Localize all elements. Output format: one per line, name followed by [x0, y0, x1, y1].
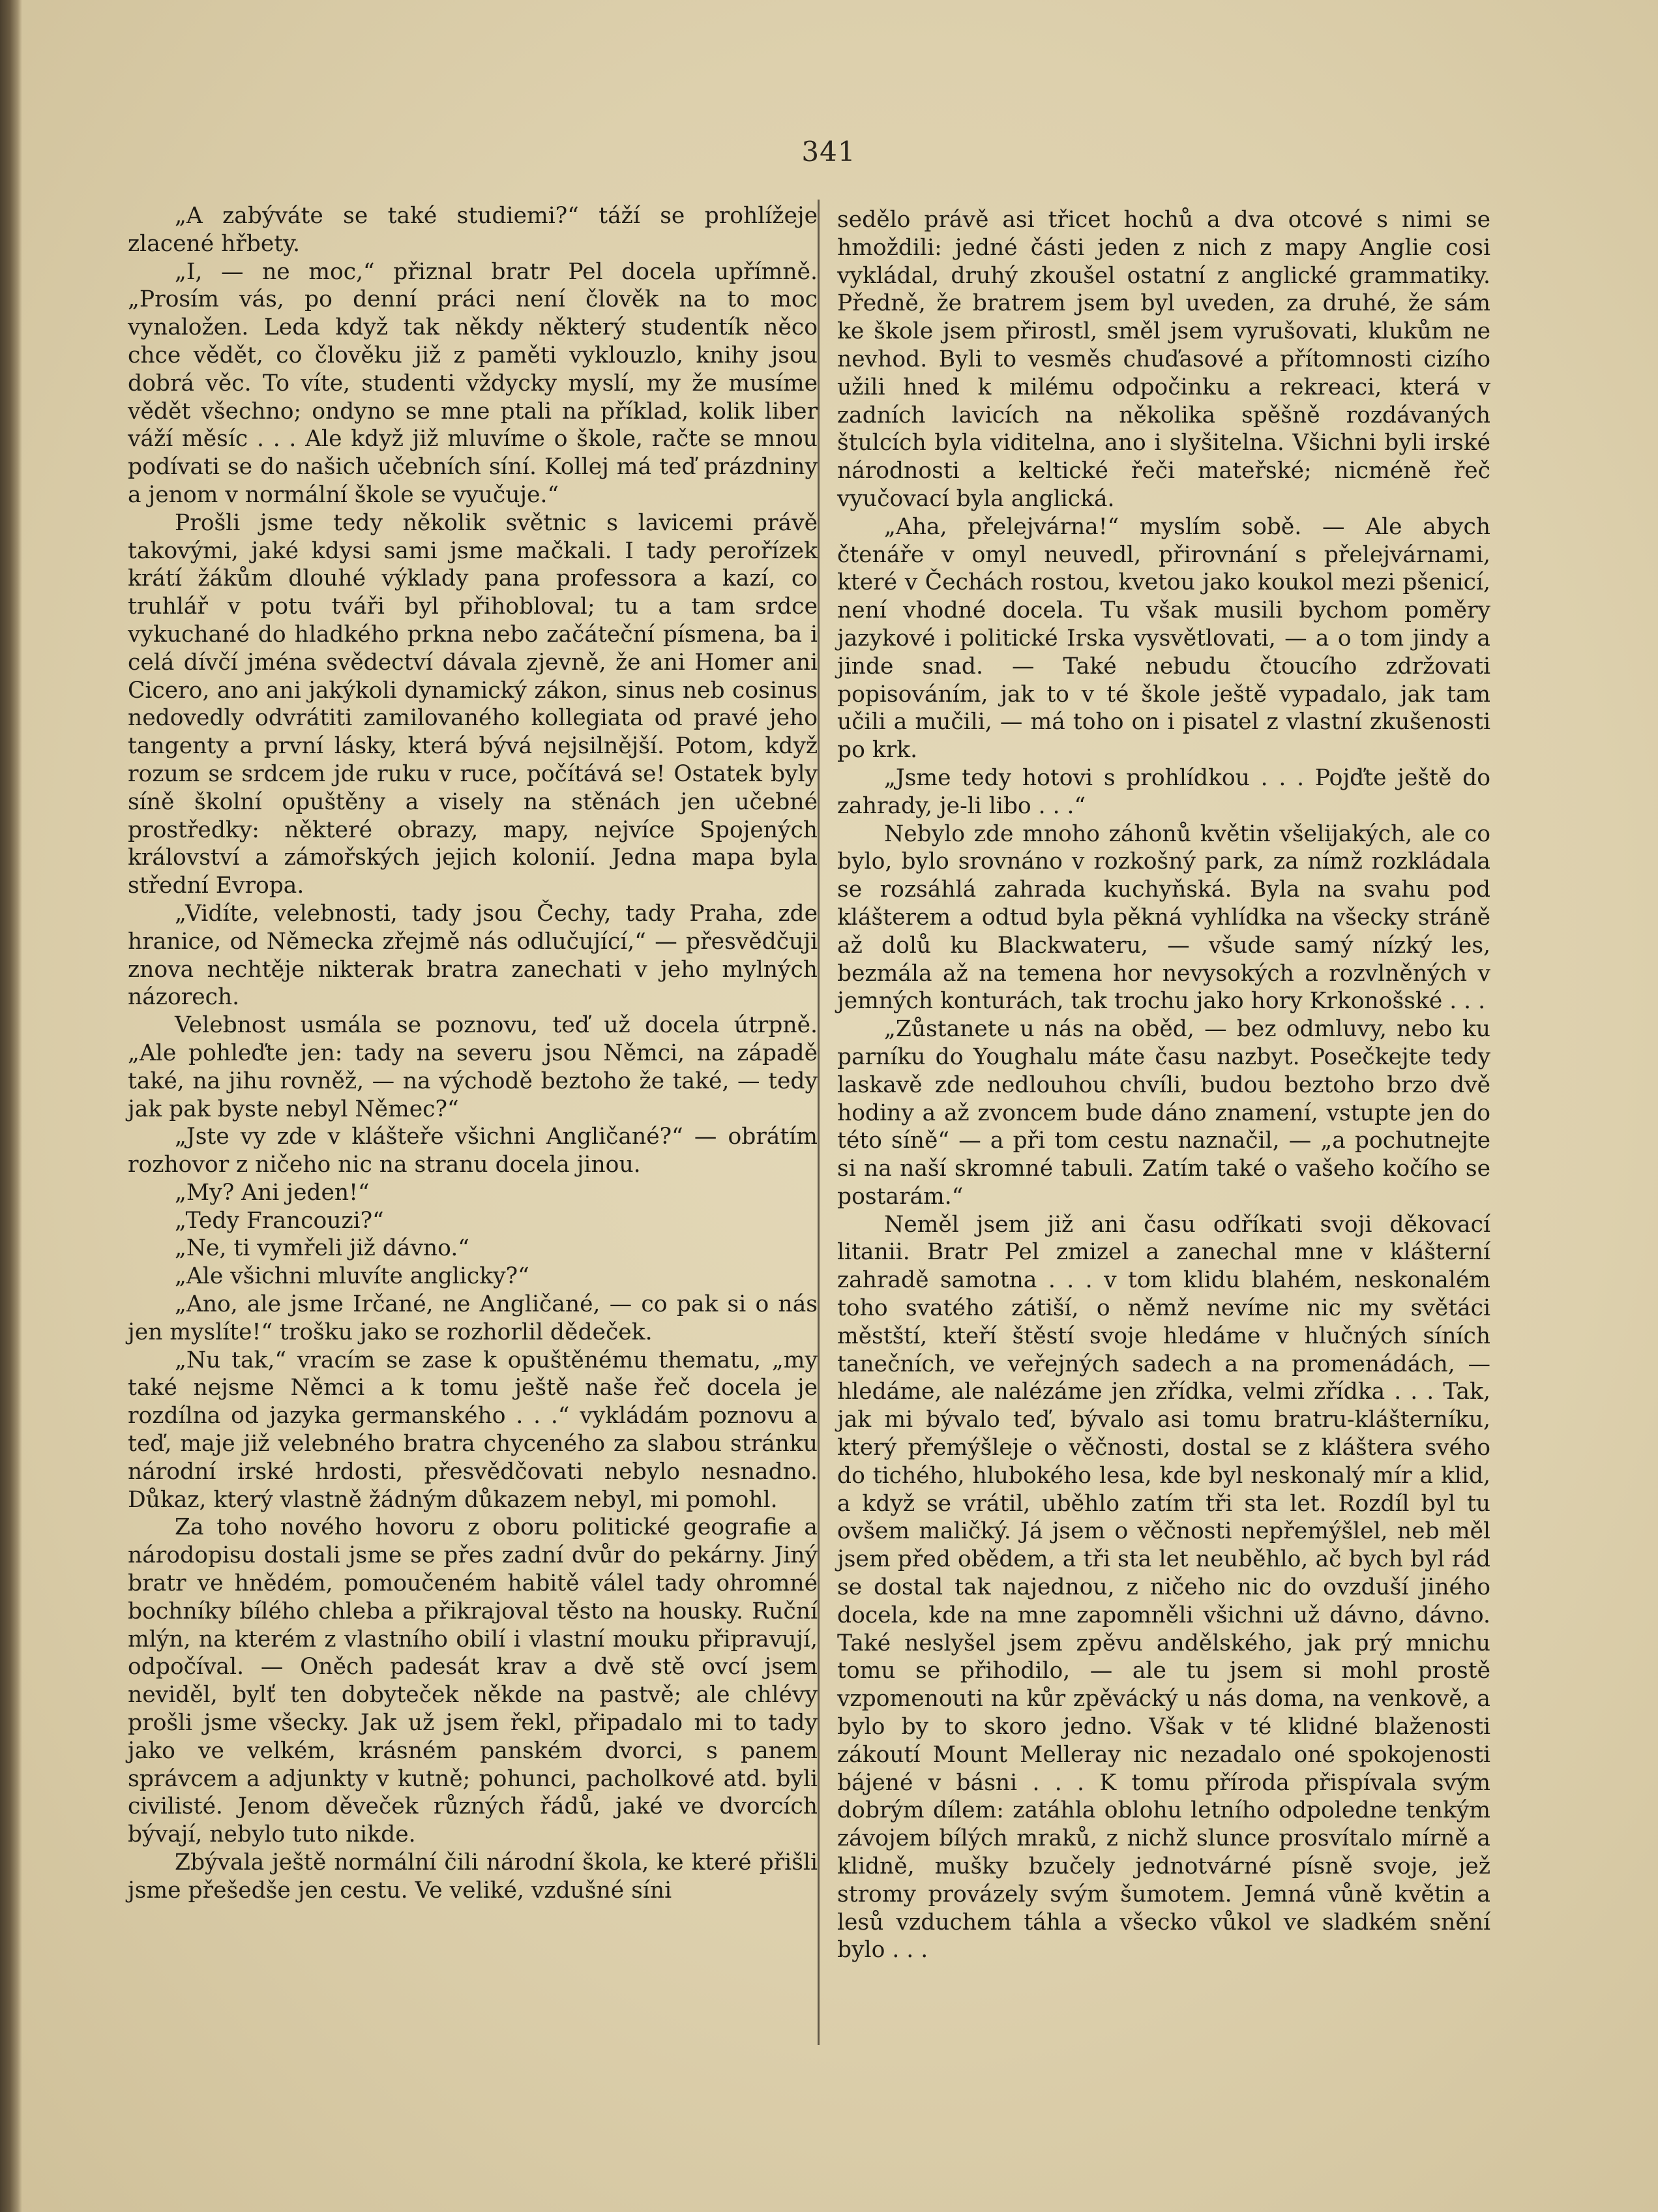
paragraph: Velebnost usmála se poznovu, teď už docela útrpně. „Ale pohleďte jen: tady na severu jsou Němci, na západě také, na jihu rovněž, — na východě beztoho že také, — tedy jak pak byste nebyl Němec?“ — [128, 1012, 818, 1122]
page-number: 341 — [801, 136, 856, 168]
paragraph: „My? Ani jeden!“ — [175, 1179, 370, 1206]
paragraph: „Vidíte, velebnosti, tady jsou Čechy, tady Praha, zde hranice, od Německa zřejmě nás odlučující,“ — přesvědčuji znova nechtěje nikterak bratra zanechati v jeho mylných názorech. — [128, 900, 818, 1011]
paragraph: „Nu tak,“ vracím se zase k opuštěnému thematu, „my také nejsme Němci a k tomu ještě naše řeč docela je rozdílna od jazyka germanského . . .“ vykládám poznovu a teď, maje již velebného bratra chyceného za slabou stránku národní irské hrdosti, přesvědčovati nebylo nesnadno. Důkaz, který vlastně žádným důkazem nebyl, mi pomohl. — [128, 1347, 818, 1513]
paragraph: Prošli jsme tedy několik světnic s lavicemi právě takovými, jaké kdysi sami jsme mačkali. I tady perořízek krátí žákům dlouhé výklady pana professora a kazí, co truhlář v potu tváři byl přihobloval; tu a tam srdce vykuchané do hladkého prkna nebo začáteční písmena, ba i celá dívčí jména svědectví dávala zjevně, že ani Homer ani Cicero, ano ani jakýkoli dynamický zákon, sinus neb cosinus nedovedly odvrátiti zamilovaného kollegiata od pravé jeho tangenty a první lásky, která bývá nejsilnější. Potom, když rozum se srdcem jde ruku v ruce, počítává se! Ostatek byly síně školní opuštěny a visely na stěnách jen učebné prostředky: některé obrazy, mapy, nejvíce Spojených království a zámořských jejich kolonií. Jedna mapa byla střední Evropa. — [128, 509, 818, 899]
paragraph: „I, — ne moc,“ přiznal bratr Pel docela upřímně. „Prosím vás, po denní práci není člověk na to moc vynaložen. Leda když tak někdy některý studentík něco chce vědět, co člověku již z paměti vyklouzlo, knihy jsou dobrá věc. To víte, studenti vždycky myslí, my že musíme vědět všechno; ondyno se mne ptali na příklad, kolik liber váží měsíc . . . Ale když již mluvíme o škole, račte se mnou podívati se do našich učebních síní. Kollej má teď prázdniny a jenom v normální škole se vyučuje.“ — [128, 258, 818, 508]
paragraph: sedělo právě asi třicet hochů a dva otcové s nimi se hmoždili: jedné části jeden z nich z mapy Anglie cosi vykládal, druhý zkoušel ostatní z anglické grammatiky. Předně, že bratrem jsem byl uveden, za druhé, že sám ke škole jsem přirostl, směl jsem vyrušovati, klukům ne nevhod. Byli to vesměs chuďasové a přítomnosti cizího užili hned k milému odpočinku a rekreaci, která v zadních lavicích na několika spěšně rozdávaných štulcích byla viditelna, ano i slyšitelna. Všichni byli irské národnosti a keltické řeči mateřské; nicméně řeč vyučovací byla anglická. — [837, 207, 1490, 512]
paragraph: Za toho nového hovoru z oboru politické geografie a národopisu dostali jsme se přes zadní dvůr do pekárny. Jiný bratr ve hnědém, pomoučeném habitě válel tady ohromné bochníky bílého chleba a přikrajoval těsto na housky. Ruční mlýn, na kterém z vlastního obilí i vlastní mouku připravují, odpočíval. — Oněch padesát krav a dvě stě ovcí jsem neviděl, bylť ten dobyteček někde na pastvě; ale chlévy prošli jsme všecky. Jak už jsem řekl, připadalo mi to tady jako ve velkém, krásném panském dvorci, s panem správcem a adjunkty v kutně; pohunci, pacholkové atd. byli civilisté. Jenom děveček různých řádů, jaké ve dvorcích bývají, nebylo tuto nikde. — [128, 1514, 818, 1848]
paragraph: Nebylo zde mnoho záhonů květin všelijakých, ale co bylo, bylo srovnáno v rozkošný park, za nímž rozkládala se rozsáhlá zahrada kuchyňská. Byla na svahu pod klášterem a odtud byla pěkná vyhlídka na všecky stráně až dolů ku Blackwateru, — všude samý nízký les, bezmála až na temena hor nevysokých a rozvlněných v jemných konturách, tak trochu jako hory Krkonošské . . . — [837, 820, 1490, 1015]
book-spine-shadow — [0, 0, 22, 2212]
paragraph: „Ne, ti vymřeli již dávno.“ — [175, 1235, 469, 1262]
paragraph: „Ano, ale jsme Irčané, ne Angličané, — co pak si o nás jen myslíte!“ trošku jako se rozhorlil dědeček. — [128, 1291, 818, 1345]
paragraph: „A zabýváte se také studiemi?“ táží se prohlížeje zlacené hřbety. — [128, 203, 818, 257]
paragraph: „Jste vy zde v klášteře všichni Angličané?“ — obrátím rozhovor z ničeho nic na stranu docela jinou. — [128, 1124, 818, 1178]
paragraph: Neměl jsem již ani času odříkati svoji děkovací litanii. Bratr Pel zmizel a zanechal mne v klášterní zahradě samotna . . . v tom klidu blahém, neskonalém toho svatého zátiší, o němž nevíme nic my světáci městští, kteří štěstí svoje hledáme v hlučných síních tanečních, ve veřejných sadech a na promenádách, — hledáme, ale nalézáme jen zřídka, velmi zřídka . . . Tak, jak mi bývalo teď, bývalo asi tomu bratru-klášterníku, který přemýšleje o věčnosti, dostal se z kláštera svého do tichého, hlubokého lesa, kde byl neskonalý mír a klid, a když se vrátil, uběhlo zatím tři sta let. Rozdíl byl tu ovšem maličký. Já jsem o věčnosti nepřemýšlel, neb měl jsem před obědem, a tři sta let neuběhlo, ač bych byl rád se dostal tak najednou, z ničeho nic do ovzduší jiného docela, kde na mne zapomněli všichni už dávno, dávno. Také neslyšel jsem zpěvu andělského, jak prý mnichu tomu se přihodilo, — ale tu jsem si mohl prostě vzpomenouti na kůr zpěvácký u nás doma, na venkově, a bylo by to skoro jedno. Však v té klidné blaženosti zákoutí Mount Melleray nic nezadalo oné spokojenosti bájené v básni . . . K tomu příroda přispívala svým dobrým dílem: zatáhla oblohu letního odpoledne tenkým závojem bílých mraků, z nichž slunce prosvítalo mírně a klidně, mušky bzučely jednotvárné písně svoje, jež stromy provázely svým šumotem. Jemná vůně květin a lesů vzduchem táhla a všecko vůkol ve sladkém snění bylo . . . — [837, 1211, 1490, 1964]
left-text-column — [128, 202, 818, 1905]
paragraph: „Ale všichni mluvíte anglicky?“ — [175, 1263, 529, 1290]
paragraph: Zbývala ještě normální čili národní škola, ke které přišli jsme přešedše jen cestu. Ve veliké, vzdušné síni — [128, 1849, 818, 1904]
paragraph: „Tedy Francouzi?“ — [175, 1207, 384, 1234]
paragraph: „Aha, přelejvárna!“ myslím sobě. — Ale abych čtenáře v omyl neuvedl, přirovnání s přelejvárnami, které v Čechách rostou, kvetou jako koukol mezi pšenicí, není vhodné docela. Tu však musili bychom poměry jazykové i politické Irska vysvětlovati, — a o tom jindy a jinde snad. — Také nebudu čtoucího zdržovati popisováním, jak to v té škole ještě vypadalo, jak tam učili a mučili, — má toho on i pisatel z vlastní zkušenosti po krk. — [837, 513, 1490, 764]
right-text-column — [837, 206, 1490, 1964]
paragraph: „Zůstanete u nás na oběd, — bez odmluvy, nebo ku parníku do Youghalu máte času nazbyt. Posečkejte tedy laskavě zde nedlouhou chvíli, budou beztoho brzo dvě hodiny a až zvoncem bude dáno znamení, vstupte jen do této síně“ — a při tom cestu naznačil, — „a pochutnejte si na naší skromné tabuli. Zatím také o vašeho kočího se postarám.“ — [837, 1016, 1490, 1210]
column-divider — [818, 200, 820, 2045]
paragraph: „Jsme tedy hotovi s prohlídkou . . . Pojďte ještě do zahrady, je-li libo . . .“ — [837, 764, 1490, 819]
